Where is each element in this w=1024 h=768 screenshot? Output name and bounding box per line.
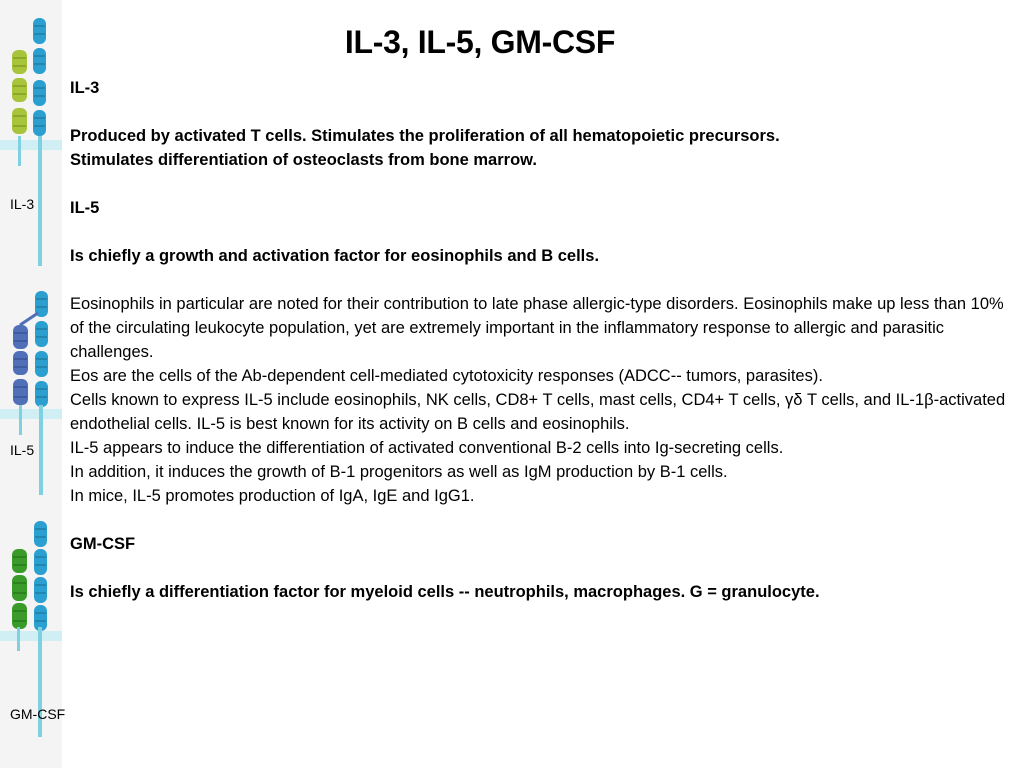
il5-paragraph-expressing-cells: Cells known to express IL-5 include eosinophils, NK cells, CD8+ T cells, mast cells, CD4+ T cells, γδ T cells, and IL-1β-activated endothelial cells. IL-5 is best known for its activity on B cells and eosinophils. [70, 391, 1006, 433]
il3-heading: IL-3 [70, 79, 100, 97]
gmcsf-receptor-label: GM-CSF [10, 706, 66, 722]
gmcsf-summary: Is chiefly a differentiation factor for myeloid cells -- neutrophils, macrophages. G = granulocyte. [70, 583, 820, 601]
il3-receptor-label: IL-3 [10, 196, 35, 212]
il5-receptor-illustration [0, 285, 62, 500]
il5-summary: Is chiefly a growth and activation factor for eosinophils and B cells. [70, 247, 600, 265]
il5-paragraph-b1-cells: In addition, it induces the growth of B-1 progenitors as well as IgM production by B-1 cells. [70, 463, 728, 481]
il3-description-line1: Produced by activated T cells. Stimulates the proliferation of all hematopoietic precursors. [70, 127, 780, 145]
il5-heading: IL-5 [70, 199, 100, 217]
receptor-sidebar [0, 0, 66, 768]
il5-paragraph-eosinophils: Eosinophils in particular are noted for their contribution to late phase allergic-type disorders. Eosinophils make up less than 10% of the circulating leukocyte population, yet are extremely important in the inflammatory response to allergic and parasitic challenges. [70, 295, 1004, 361]
gmcsf-heading: GM-CSF [70, 535, 136, 553]
slide-body [70, 76, 1015, 604]
il5-paragraph-b2-cells: IL-5 appears to induce the differentiation of activated conventional B-2 cells into Ig-secreting cells. [70, 439, 784, 457]
il5-receptor-label: IL-5 [10, 442, 35, 458]
il3-description-line2: Stimulates differentiation of osteoclasts from bone marrow. [70, 151, 537, 169]
il5-paragraph-mice: In mice, IL-5 promotes production of IgA, IgE and IgG1. [70, 487, 475, 505]
il5-paragraph-adcc: Eos are the cells of the Ab-dependent cell-mediated cytotoxicity responses (ADCC-- tumors, parasites). [70, 367, 823, 385]
page-title: IL-3, IL-5, GM-CSF [344, 24, 616, 60]
